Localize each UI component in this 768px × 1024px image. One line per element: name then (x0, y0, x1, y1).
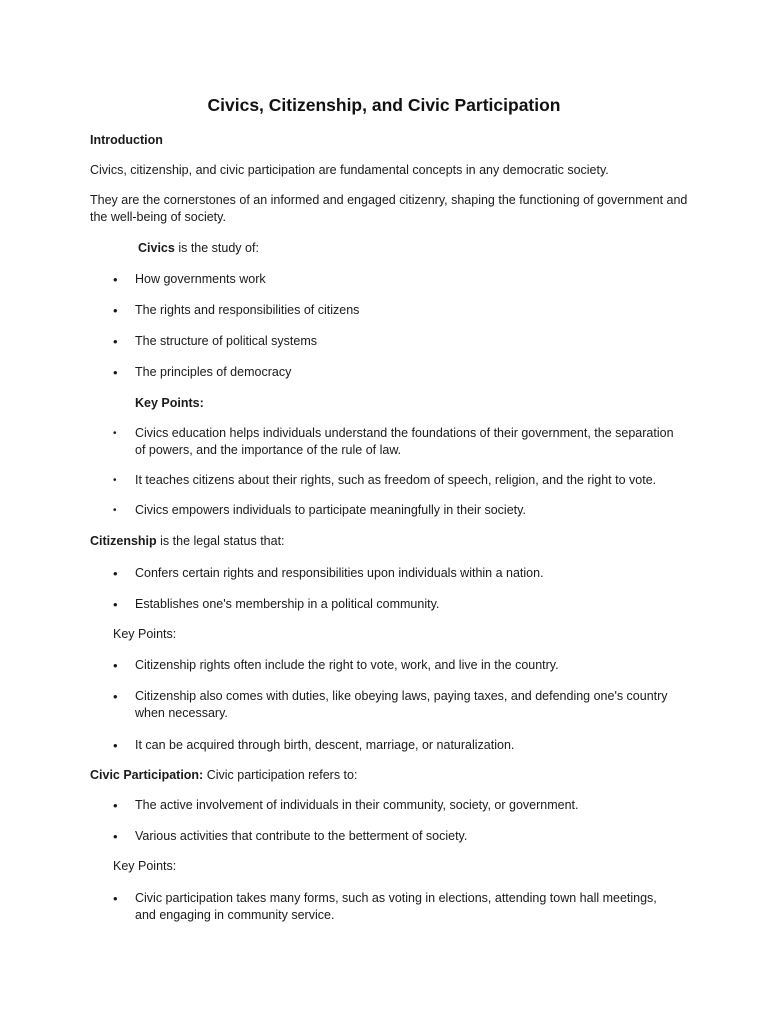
civics-lead (138, 240, 738, 257)
civics-lead-text: is the study of: (174, 241, 259, 255)
civics-item-text: How governments work (135, 272, 266, 286)
civic-participation-item-text: The active involvement of individuals in their community, society, or government. (135, 798, 579, 812)
civic-participation-item-text: Various activities that contribute to the betterment of society. (135, 829, 468, 843)
civics-item-text: The principles of democracy (135, 365, 292, 379)
civic-participation-lead (90, 767, 690, 784)
citizenship-key-point-text: It can be acquired through birth, descent, marriage, or naturalization. (135, 738, 515, 752)
civics-term: Civics (138, 241, 175, 255)
citizenship-key-points-label: Key Points: (113, 627, 177, 641)
bullet-icon: • (113, 658, 118, 673)
civic-participation-lead-text: Civic participation refers to: (203, 768, 358, 782)
page-title: Civics, Citizenship, and Civic Participation (207, 95, 561, 115)
bullet-icon: • (113, 334, 118, 349)
intro-paragraph-2: They are the cornerstones of an informed and engaged citizenry, shaping the functioning of government and the well-being of society. (90, 193, 688, 224)
citizenship-item-text: Confers certain rights and responsibilities upon individuals within a nation. (135, 566, 544, 580)
citizenship-item-text: Establishes one's membership in a political community. (135, 597, 440, 611)
civics-item-text: The rights and responsibilities of citizens (135, 303, 360, 317)
bullet-icon: • (113, 505, 117, 516)
citizenship-term: Citizenship (90, 534, 157, 548)
civics-key-point-text: Civics empowers individuals to participate meaningfully in their society. (135, 503, 526, 517)
civics-item-text: The structure of political systems (135, 334, 318, 348)
bullet-icon: • (113, 597, 118, 612)
bullet-icon: • (113, 891, 118, 906)
bullet-icon: • (113, 566, 118, 581)
civic-participation-key-point-text: Civic participation takes many forms, such as voting in elections, attending town hall meetings, and engaging in community service. (135, 891, 657, 922)
civics-key-points-label: Key Points: (135, 396, 204, 410)
bullet-icon: • (113, 475, 117, 486)
civic-participation-key-points-label: Key Points: (113, 859, 177, 873)
bullet-icon: • (113, 798, 118, 813)
bullet-icon: • (113, 829, 118, 844)
citizenship-lead-text: is the legal status that: (156, 534, 285, 548)
bullet-icon: • (113, 365, 118, 380)
civic-participation-term: Civic Participation: (90, 768, 204, 782)
bullet-icon: • (113, 738, 118, 753)
citizenship-lead (90, 533, 690, 550)
bullet-icon: • (113, 303, 118, 318)
citizenship-key-point-text: Citizenship also comes with duties, like obeying laws, paying taxes, and defending one's country when necessary. (135, 689, 668, 720)
intro-paragraph-1: Civics, citizenship, and civic participation are fundamental concepts in any democratic society. (90, 163, 609, 177)
civics-key-point-text: Civics education helps individuals understand the foundations of their government, the separation of powers, and the importance of the rule of law. (135, 426, 674, 457)
bullet-icon: • (113, 428, 117, 439)
intro-heading: Introduction (90, 133, 163, 147)
bullet-icon: • (113, 272, 118, 287)
bullet-icon: • (113, 689, 118, 704)
civics-key-point-text: It teaches citizens about their rights, such as freedom of speech, religion, and the right to vote. (135, 473, 657, 487)
citizenship-key-point-text: Citizenship rights often include the right to vote, work, and live in the country. (135, 658, 559, 672)
